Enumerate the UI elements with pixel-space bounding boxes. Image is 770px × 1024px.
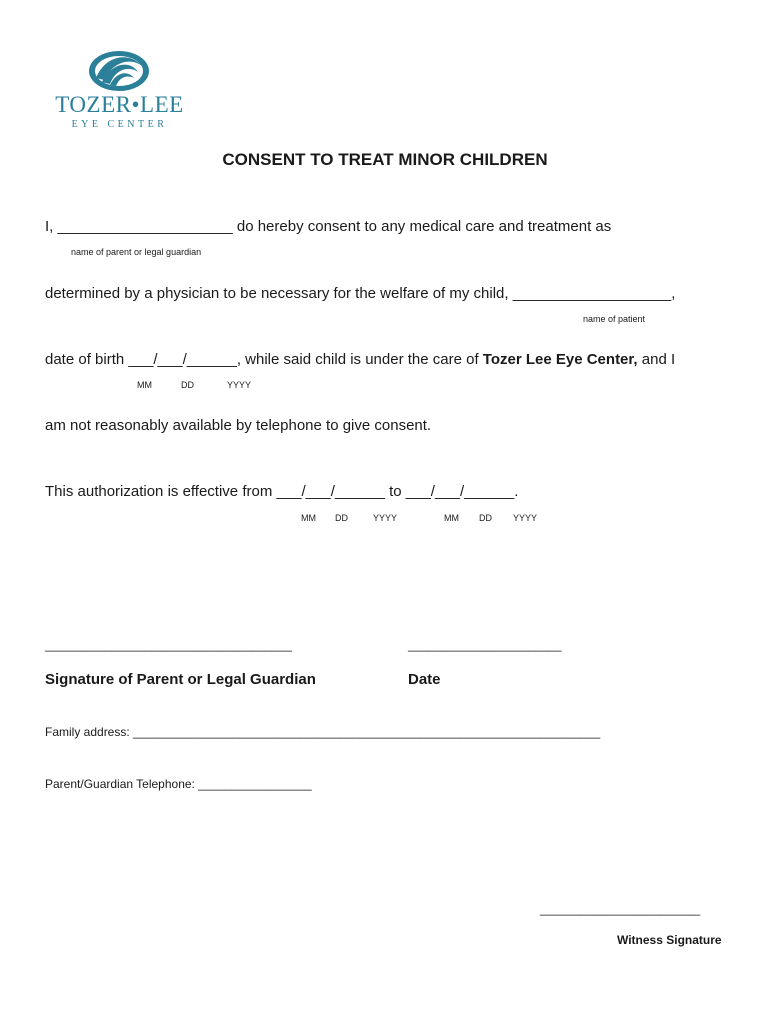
clinic-name: Tozer Lee Eye Center, xyxy=(482,351,638,368)
logo xyxy=(52,50,187,135)
from-mm-caption: MM xyxy=(301,513,316,523)
consent-line-2: determined by a physician to be necessary for the welfare of my child, ___________________, xyxy=(45,285,676,302)
from-dd-caption: DD xyxy=(335,513,348,523)
witness-signature-label: Witness Signature xyxy=(617,933,722,947)
consent-line-4: am not reasonably available by telephone to give consent. xyxy=(45,417,432,434)
consent-line-3-end: and I xyxy=(637,351,676,368)
authorization-line: This authorization is effective from ___/___/______ to ___/___/______. xyxy=(45,483,519,500)
consent-line-1: I, _____________________ do hereby consent to any medical care and treatment as xyxy=(45,218,612,235)
guardian-signature-line: _____________________________________ xyxy=(45,638,292,652)
dob-dd-caption: DD xyxy=(181,380,194,390)
dob-yyyy-caption: YYYY xyxy=(227,380,252,390)
date-label: Date xyxy=(408,671,441,688)
logo-subtitle: EYE CENTER xyxy=(71,119,168,130)
telephone-field: Parent/Guardian Telephone: _________________ xyxy=(45,777,312,791)
date-line: _______________________ xyxy=(408,638,562,652)
to-mm-caption: MM xyxy=(444,513,459,523)
patient-name-caption: name of patient xyxy=(583,314,646,324)
guardian-signature-label: Signature of Parent or Legal Guardian xyxy=(45,671,316,688)
logo-name: TOZER•LEE xyxy=(55,92,184,117)
swirl-logo-icon xyxy=(86,50,152,94)
page-title: CONSENT TO TREAT MINOR CHILDREN xyxy=(222,150,548,169)
consent-line-3-text: date of birth ___/___/______, while said child is under the care of xyxy=(45,351,483,368)
family-address-field: Family address: ______________________________________________________________________ xyxy=(45,725,601,739)
to-dd-caption: DD xyxy=(479,513,492,523)
dob-mm-caption: MM xyxy=(137,380,152,390)
to-yyyy-caption: YYYY xyxy=(513,513,538,523)
guardian-name-caption: name of parent or legal guardian xyxy=(71,247,202,257)
witness-signature-line: ________________________ xyxy=(540,902,701,916)
consent-line-3 xyxy=(45,351,675,368)
from-yyyy-caption: YYYY xyxy=(373,513,398,523)
